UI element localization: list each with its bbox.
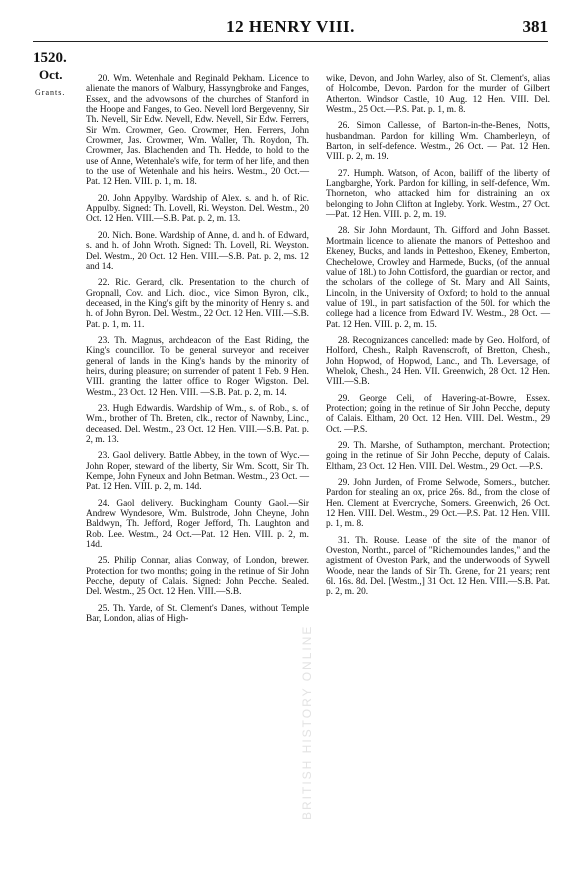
left-column	[86, 74, 309, 631]
entry: 22. Ric. Gerard, clk. Presentation to the church of Gropnall, Cov. and Lich. dioc., vice Simon Byron, clk., deceased, in the King's gift by the minority of Henry s. and h. of John Byron. Del. Westm., 22 Oct. 12 Hen. VIII.—S.B. Pat. p. 1, m. 11.	[86, 278, 309, 330]
entry: 29. Th. Marshe, of Suthampton, merchant. Protection; going in the retinue of Sir John Pecche, deputy of Calais. Eltham, 23 Oct. 12 Hen. VIII. Del. Westm., 29 Oct. —P.S.	[326, 441, 550, 472]
margin-notes	[33, 50, 83, 97]
right-column	[326, 74, 550, 604]
entry-continuation: wike, Devon, and John Warley, also of St. Clement's, alias of Holcombe, Devon. Pardon for the murder of Gilbert Atherton. Windsor Castle, 10 Aug. 12 Hen. VIII. Del. Westm., 25 Oct.—P.S. Pat. p. 1, m. 8.	[326, 74, 550, 116]
entry: 26. Simon Callesse, of Barton-in-the-Benes, Notts, husbandman. Pardon for killing Wm. Chamberleyn, of Barton, in self-defence. Westm., 26 Oct. — Pat. 12 Hen. VIII. p. 2, m. 19.	[326, 121, 550, 163]
entry: 23. Gaol delivery. Battle Abbey, in the town of Wyc.—John Roper, steward of the liberty, Sir Wm. Scott, Sir Th. Kempe, John Fyneux and John Betman. Westm., 23 Oct. — Pat. 12 Hen. VIII. p. 2, m. 14d.	[86, 451, 309, 493]
entry: 27. Humph. Watson, of Acon, bailiff of the liberty of Langbarghe, York. Pardon for killing, in self-defence, Wm. Thorneton, who attacked him for distraining an ox belonging to John Clifton at Ingleby. York. Westm., 27 Oct.—Pat. 12 Hen. VIII. p. 2, m. 19.	[326, 168, 550, 221]
entry: 28. Sir John Mordaunt, Th. Gifford and John Basset. Mortmain licence to alienate the manors of Petteshoo and Ekeney, Bucks, and lands in Petteshoo, Ekeney, Emberton, Chechelowe, Crowley and Harmede, Bucks, (of the annual value of 18l.) to John Cottisford, the guardian or rector, and the scholars of the college of St. Mary and All Saints, Lincoln, in the University of Oxford; to hold to the annual value of 19l., in part satisfaction of the 50l. for which the college had a licence from Edward IV. Westm., 28 Oct. — Pat. 12 Hen. VIII. p. 2, m. 15.	[326, 226, 550, 330]
page-number: 381	[522, 17, 548, 36]
entry: 29. George Celi, of Havering-at-Bowre, Essex. Protection; going in the retinue of Sir John Pecche, deputy of Calais. Eltham, 20 Oct. 12 Hen. VIII. Del. Westm., 29 Oct. —P.S.	[326, 393, 550, 435]
entry: 28. Recognizances cancelled: made by Geo. Holford, of Holford, Chesh., Ralph Ravenscroft, of Bretton, Chesh., John Hopwod, of Hopwod, Lanc., and Th. Leversage, of Whelok, Chesh., 24 Hen. VII. Greenwich, 28 Oct. 12 Hen. VIII.—S.B.	[326, 335, 550, 388]
page-header	[33, 17, 548, 42]
watermark: BRITISH HISTORY ONLINE	[300, 624, 314, 820]
entry: 20. Nich. Bone. Wardship of Anne, d. and h. of Edward, s. and h. of John Wroth. Signed: Th. Lovell, Ri. Weyston. Del. Westm., 20 Oct. 12 Hen. VIII.—S.B. Pat. p. 2, ms. 12 and 14.	[86, 230, 309, 272]
running-title: 12 HENRY VIII.	[226, 17, 355, 36]
entry: 20. Wm. Wetenhale and Reginald Pekham. Licence to alienate the manors of Walbury, Hassyngbroke and Fanges, Essex, and the advowsons of the churches of Stanford in the Hoope and Fanges, to Geo. Nevell lord Bergevenny, Sir Th. Nevell, Sir Edw. Nevell, Edw. Nevell, Sir Edw. Ferrers, Sir Wm. Crowmer, Geo. Crowmer, Hen. Ferrers, John Crowmer, Jas. Crowmer, Wm. Waller, Th. Roydon, Th. Crowmer, Jas. Blachenden and Th. Hedde, to hold to the use of Anne, Wetenhale's wife, for term of her life, and then to the use of Wetenhale and his heirs. Westm., 20 Oct.—Pat. 12 Hen. VIII. p. 1, m. 18.	[86, 74, 309, 188]
entry: 24. Gaol delivery. Buckingham County Gaol.—Sir Andrew Wyndesore, Wm. Bulstrode, John Cheyne, John Baldwyn, Th. Jefford, Roger Jefford, Th. Laughton and Rob. Lee. Westm., 24 Oct.—Pat. 12 Hen. VIII. p. 2, m. 14d.	[86, 498, 309, 551]
entry: 25. Th. Yarde, of St. Clement's Danes, without Temple Bar, London, alias of High-	[86, 603, 309, 625]
margin-month: Oct.	[39, 67, 63, 82]
entry: 23. Th. Magnus, archdeacon of the East Riding, the King's councillor. To be general surveyor and receiver general of lands in the King's hands by the minority of heirs, during pleasure; on surrender of patent 1 Feb. 9 Hen. VIII. granting the latter office to Roger Wigston. Del. Westm., 23 Oct. 12 Hen. VIII. —S.B. Pat. p. 2, m. 14.	[86, 335, 309, 398]
margin-year: 1520.	[33, 50, 67, 66]
entry: 25. Philip Connar, alias Conway, of London, brewer. Protection for two months; going in the retinue of Sir John Pecche, deputy of Calais. Signed: John Pecche. Sealed. Del. Westm., 25 Oct. 12 Hen. VIII.—S.B.	[86, 556, 309, 598]
entry: 20. John Appylby. Wardship of Alex. s. and h. of Ric. Appulby. Signed: Th. Lovell, Ri. Weyston. Del. Westm., 20 Oct. 12 Hen. VIII.—S.B. Pat. p. 2, m. 13.	[86, 193, 309, 225]
entry: 29. John Jurden, of Frome Selwode, Somers., butcher. Pardon for stealing an ox, price 26s. 8d., from the close of Hen. Clement at Evercryche, Somers. Greenwich, 26 Oct. 12 Hen. VIII. Del. Westm., 29 Oct.—P.S. Pat. 12 Hen. VIII. p. 1, m. 8.	[326, 478, 550, 530]
entry: 23. Hugh Edwardis. Wardship of Wm., s. of Rob., s. of Wm., brother of Th. Breten, clk., rector of Nawnby, Linc., deceased. Del. Westm., 23 Oct. 12 Hen. VIII.—S.B. Pat. p. 2, m. 13.	[86, 403, 309, 445]
margin-section: Grants.	[35, 88, 66, 97]
entry: 31. Th. Rouse. Lease of the site of the manor of Oveston, Northt., parcel of "Richemoundes landes," and the agistment of Oveston Park, and the underwoods of Sywell Woode, near the lands of Sir Th. Grene, for 21 years; rent 6l. 16s. 8d. Del. [Westm.,] 31 Oct. 12 Hen. VIII.—S.B. Pat. p. 2, m. 20.	[326, 535, 550, 598]
